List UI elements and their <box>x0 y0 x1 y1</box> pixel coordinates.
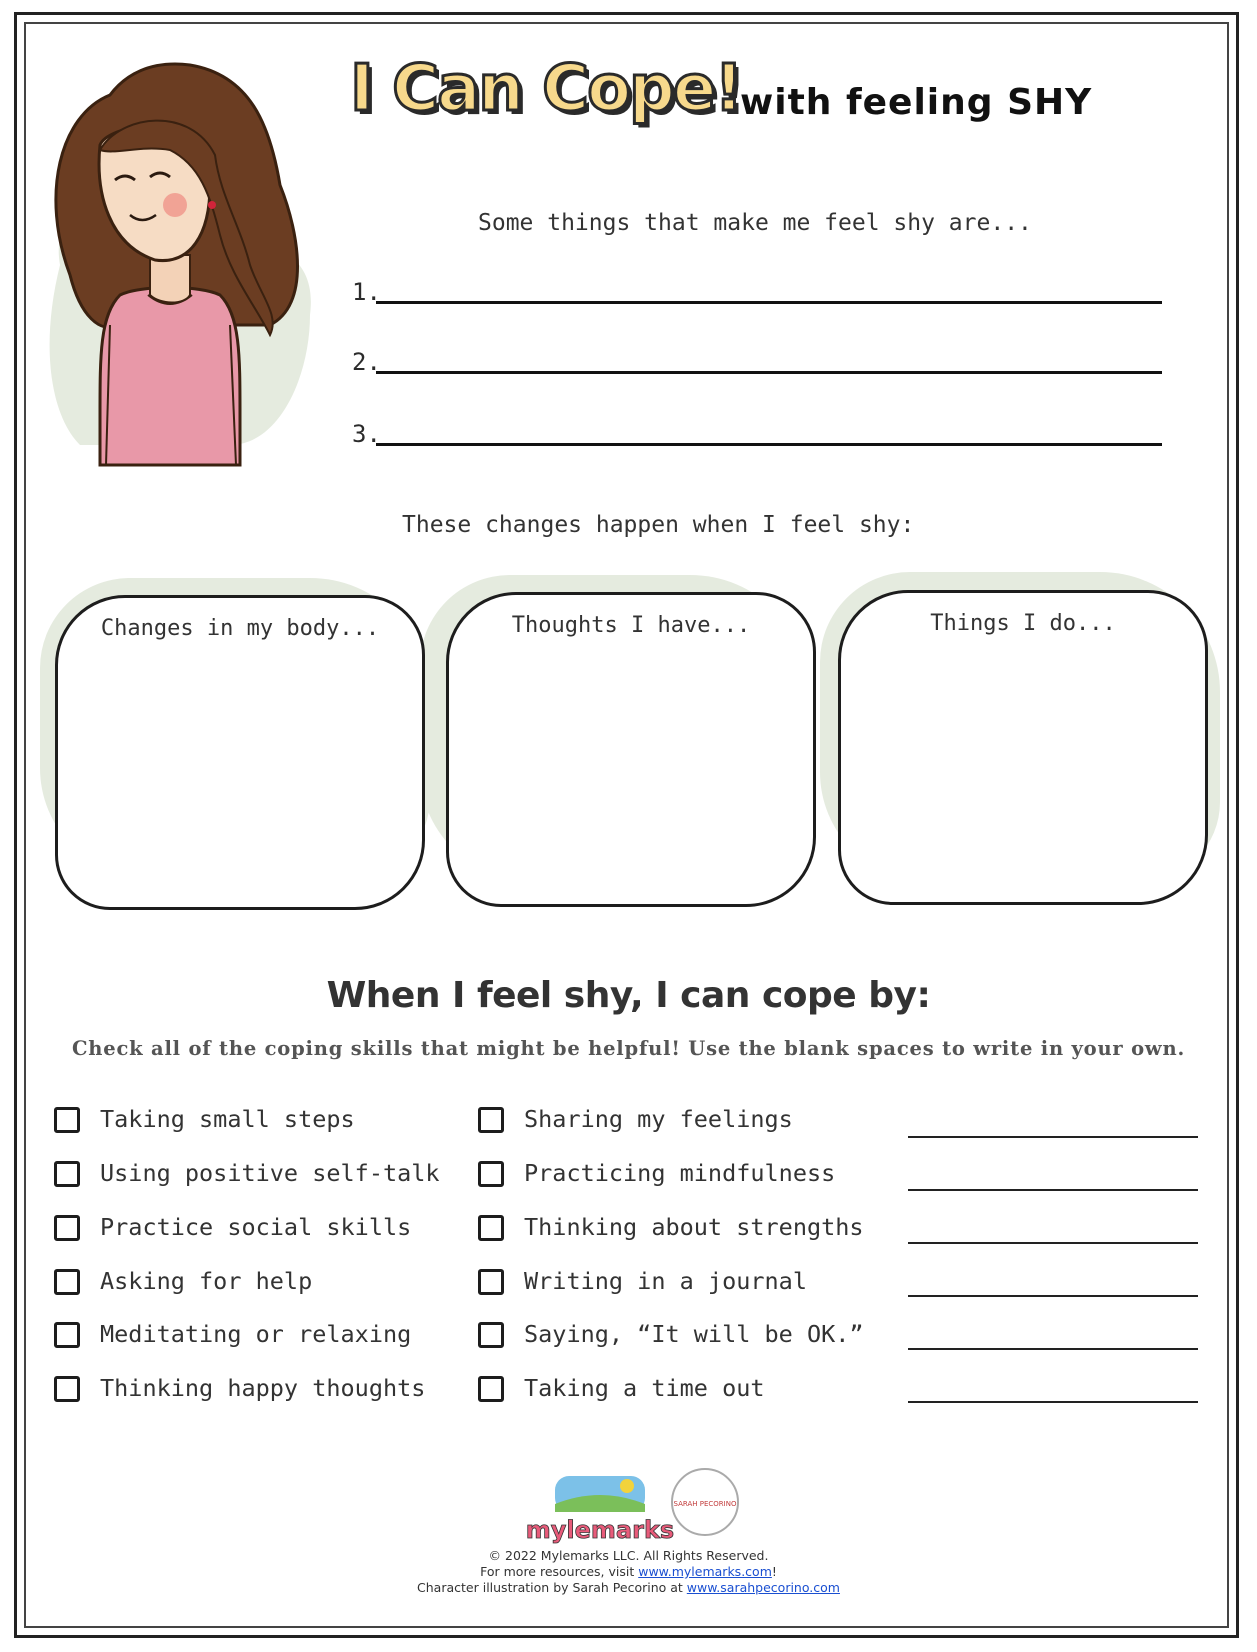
box-thoughts[interactable] <box>446 592 816 907</box>
title-subtitle: with feeling SHY <box>740 82 1093 123</box>
box-label: Thoughts I have... <box>511 613 751 638</box>
skill-label: Thinking about strengths <box>524 1213 864 1241</box>
footer-logos <box>515 1468 745 1548</box>
shy-thing-line-2[interactable] <box>352 338 1162 378</box>
line-number: 1. <box>352 278 381 306</box>
shy-thing-line-1[interactable] <box>352 268 1162 308</box>
blank-skill-line-1[interactable] <box>908 1136 1198 1138</box>
checkbox[interactable] <box>478 1269 504 1295</box>
cope-heading: When I feel shy, I can cope by: <box>326 975 931 1016</box>
write-line <box>376 443 1162 446</box>
skill-label: Asking for help <box>100 1267 313 1295</box>
shy-things-prompt: Some things that make me feel shy are... <box>478 210 1032 236</box>
blank-skill-line-4[interactable] <box>908 1295 1198 1297</box>
blank-skill-line-6[interactable] <box>908 1401 1198 1403</box>
cope-instructions: Check all of the coping skills that might be helpful! Use the blank spaces to write in your own. <box>71 1037 1186 1060</box>
shy-thing-line-3[interactable] <box>352 410 1162 450</box>
resources-prefix: For more resources, visit <box>480 1564 639 1579</box>
sarahpecorino-link[interactable]: www.sarahpecorino.com <box>686 1580 840 1595</box>
write-line <box>376 371 1162 374</box>
footer-credits <box>0 1548 1257 1596</box>
worksheet-title <box>350 52 1150 142</box>
checkbox[interactable] <box>478 1107 504 1133</box>
checkbox[interactable] <box>478 1376 504 1402</box>
skill-label: Practicing mindfulness <box>524 1159 836 1187</box>
checkbox[interactable] <box>478 1215 504 1241</box>
skill-label: Writing in a journal <box>524 1267 807 1295</box>
badge-text: SARAH PECORINO <box>673 1500 737 1508</box>
checkbox[interactable] <box>54 1107 80 1133</box>
copyright-text: © 2022 Mylemarks LLC. All Rights Reserved. <box>488 1548 769 1563</box>
resources-line <box>0 1564 1257 1580</box>
blank-skill-line-5[interactable] <box>908 1348 1198 1350</box>
changes-prompt: These changes happen when I feel shy: <box>402 512 915 538</box>
checkbox[interactable] <box>54 1161 80 1187</box>
mylemarks-link[interactable]: www.mylemarks.com <box>638 1564 772 1579</box>
checkbox[interactable] <box>478 1161 504 1187</box>
resources-suffix: ! <box>771 1564 777 1579</box>
box-actions[interactable] <box>838 590 1208 905</box>
skill-label: Taking small steps <box>100 1105 355 1133</box>
skill-label: Meditating or relaxing <box>100 1320 412 1348</box>
illustration-line <box>0 1580 1257 1596</box>
box-label: Changes in my body... <box>100 616 380 641</box>
checkbox[interactable] <box>478 1322 504 1348</box>
checkbox[interactable] <box>54 1215 80 1241</box>
box-body-changes[interactable] <box>55 595 425 910</box>
skill-label: Using positive self-talk <box>100 1159 440 1187</box>
skill-label: Thinking happy thoughts <box>100 1374 426 1402</box>
write-line <box>376 301 1162 304</box>
line-number: 3. <box>352 420 381 448</box>
blank-skill-line-3[interactable] <box>908 1242 1198 1244</box>
mylemarks-logo <box>526 1476 674 1544</box>
checkbox[interactable] <box>54 1322 80 1348</box>
checkbox[interactable] <box>54 1269 80 1295</box>
skill-label: Sharing my feelings <box>524 1105 793 1133</box>
skill-label: Taking a time out <box>524 1374 765 1402</box>
title-main: I Can Cope! <box>350 52 742 126</box>
mylemarks-wordmark: mylemarks <box>525 1516 675 1544</box>
illustration-prefix: Character illustration by Sarah Pecorino at <box>417 1580 687 1595</box>
shy-girl-illustration <box>40 55 320 495</box>
skill-label: Practice social skills <box>100 1213 412 1241</box>
sarah-pecorino-badge <box>672 1469 738 1535</box>
blank-skill-line-2[interactable] <box>908 1189 1198 1191</box>
checkbox[interactable] <box>54 1376 80 1402</box>
line-number: 2. <box>352 348 381 376</box>
skill-label: Saying, “It will be OK.” <box>524 1320 864 1348</box>
box-label: Things I do... <box>930 611 1116 636</box>
